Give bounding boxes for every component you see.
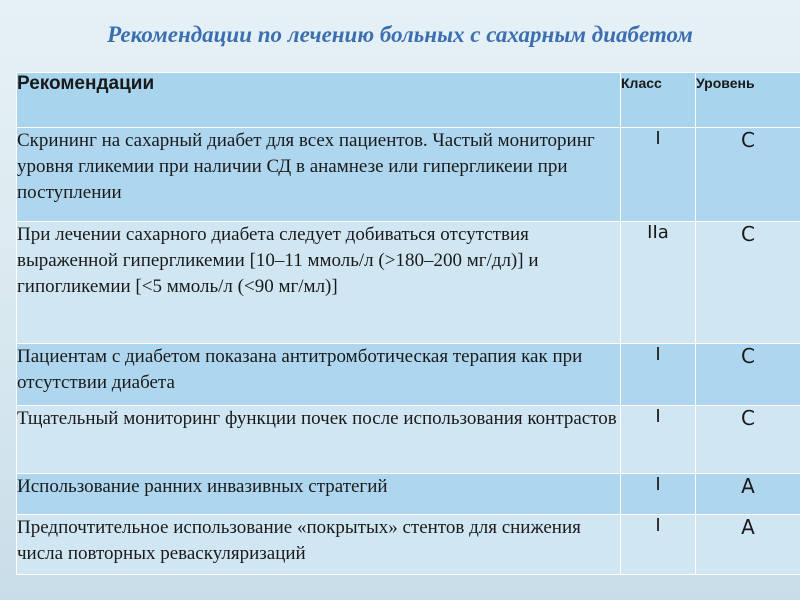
recommendation-text: Скрининг на сахарный диабет для всех пациентов. Частый мониторинг уровня гликемии при наличии СД в анамнезе или гипергликеии при поступлении <box>17 128 621 222</box>
table-row <box>17 222 800 344</box>
class-value: I <box>621 515 696 575</box>
table-row <box>17 128 800 222</box>
class-value: IIa <box>621 222 696 344</box>
table-row <box>17 515 800 575</box>
header-class: Класс <box>621 73 696 128</box>
header-level: Уровень <box>696 73 800 128</box>
recommendations-table <box>16 72 800 575</box>
class-value: I <box>621 474 696 515</box>
class-value: I <box>621 344 696 406</box>
page-title: Рекомендации по лечению больных с сахарным диабетом <box>107 22 693 47</box>
table-row <box>17 406 800 474</box>
class-value: I <box>621 406 696 474</box>
level-value: A <box>696 515 800 575</box>
table-row <box>17 344 800 406</box>
level-value: C <box>696 128 800 222</box>
table-row <box>17 474 800 515</box>
table-header-row <box>17 73 800 128</box>
recommendation-text: Тщательный мониторинг функции почек после использования контрастов <box>17 406 621 474</box>
recommendation-text: Использование ранних инвазивных стратегий <box>17 474 621 515</box>
recommendation-text: При лечении сахарного диабета следует добиваться отсутствия выраженной гипергликемии [10–11 ммоль/л (>180–200 мг/дл)] и гипогликемии [<5 ммоль/л (<90 мг/мл)] <box>17 222 621 344</box>
recommendation-text: Предпочтительное использование «покрытых» стентов для снижения числа повторных реваскуляризаций <box>17 515 621 575</box>
header-recommendations: Рекомендации <box>17 73 621 128</box>
level-value: C <box>696 222 800 344</box>
class-value: I <box>621 128 696 222</box>
level-value: C <box>696 406 800 474</box>
recommendation-text: Пациентам с диабетом показана антитромботическая терапия как при отсутствии диабета <box>17 344 621 406</box>
level-value: A <box>696 474 800 515</box>
level-value: C <box>696 344 800 406</box>
